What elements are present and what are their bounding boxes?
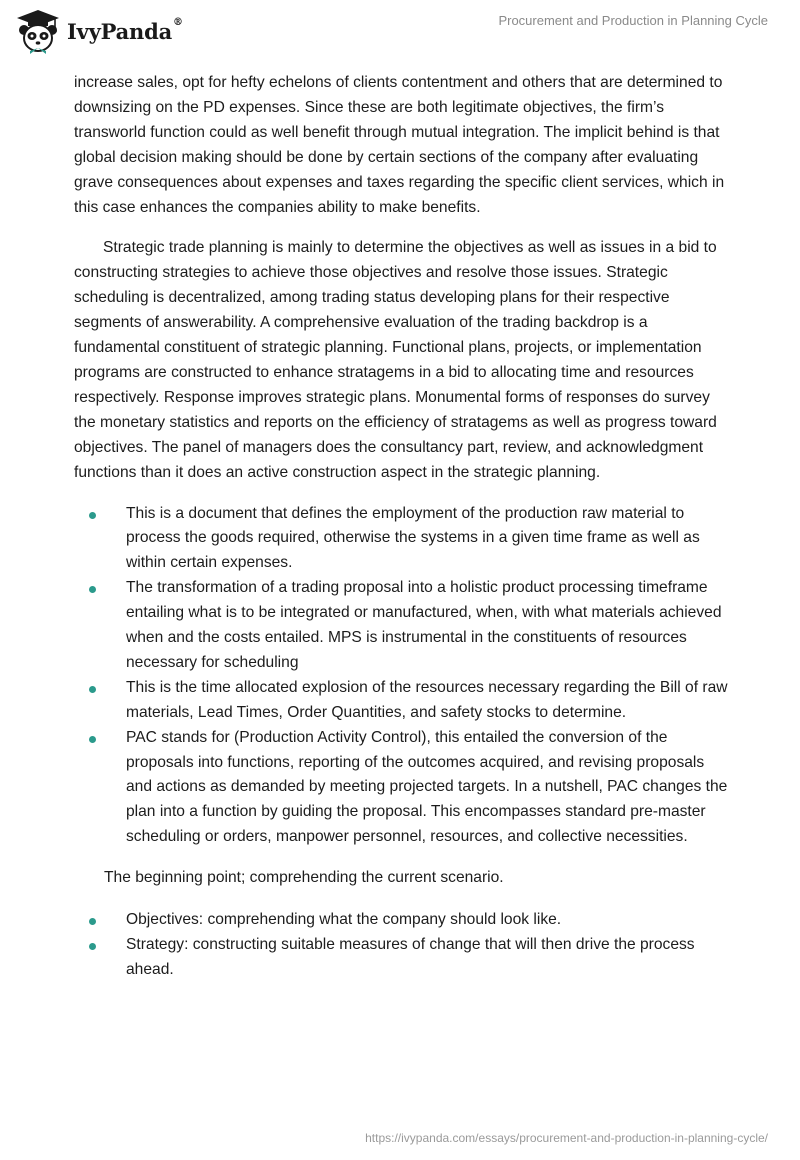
- registered-mark: ®: [173, 16, 183, 28]
- list-item-text: This is a document that defines the employment of the production raw material to process the goods required, otherwise the systems in a given time frame as well as within certain expenses.: [126, 504, 700, 572]
- list-item-text: The transformation of a trading proposal into a holistic product processing timeframe entailing what is to be integrated or manufactured, when, with what materials achieved when and the costs entailed. MPS is instrumental in the constituents of resources necessary for scheduling: [126, 579, 722, 671]
- list-item-text: Strategy: constructing suitable measures of change that will then drive the process ahead.: [126, 936, 695, 978]
- page-header: [0, 0, 800, 64]
- bullet-dot-icon: [89, 736, 96, 743]
- bullet-list-1: [74, 502, 734, 851]
- paragraph-2: Strategic trade planning is mainly to determine the objectives as well as issues in a bid to constructing strategies to achieve those objectives and resolve those issues. Strategic scheduling is decentralized, among trading status developing plans for their respective segments of answerability. A comprehensive evaluation of the trading backdrop is a fundamental constituent of strategic planning. Functional plans, projects, or implementation programs are constructed to enhance stratagems in a bid to allocating time and resources respectively. Response improves strategic plans. Monumental forms of responses do survey the monetary statistics and reports on the efficiency of stratagems as well as progress toward objectives. The panel of managers does the consultancy part, review, and acknowledgment functions than it does an active construction aspect in the strategic planning.: [74, 239, 717, 481]
- list-item-text: This is the time allocated explosion of the resources necessary regarding the Bill of raw materials, Lead Times, Order Quantities, and safety stocks to determine.: [126, 678, 728, 721]
- bullet-dot-icon: [89, 512, 96, 519]
- bullet-dot-icon: [89, 686, 96, 693]
- list-item: [74, 676, 734, 726]
- list-item-text: PAC stands for (Production Activity Control), this entailed the conversion of the proposals into functions, reporting of the outcomes acquired, and revising proposals and actions as demanded by meeting projected targets. In a nutshell, PAC changes the plan into a function by guiding the proposal. This encompasses standard pre-master scheduling or orders, manpower personnel, resources, and collective necessities.: [126, 728, 728, 846]
- list-item: [74, 502, 734, 577]
- document-title: Procurement and Production in Planning Cycle: [498, 13, 768, 28]
- list-item: [74, 726, 734, 851]
- list-item: [74, 933, 734, 983]
- source-url[interactable]: https://ivypanda.com/essays/procurement-and-production-in-planning-cycle/: [365, 1131, 768, 1145]
- brand-logo[interactable]: [15, 8, 183, 54]
- panda-graduate-icon: [15, 8, 61, 54]
- list-item: [74, 576, 734, 676]
- essay-body: [74, 71, 734, 983]
- list-item-text: Objectives: comprehending what the company should look like.: [126, 911, 562, 929]
- bullet-dot-icon: [89, 918, 96, 925]
- brand-name: IvyPanda®: [67, 16, 183, 44]
- bullet-dot-icon: [89, 943, 96, 950]
- bullet-list-2: [74, 908, 734, 983]
- list-item: [74, 908, 734, 933]
- bullet-dot-icon: [89, 586, 96, 593]
- paragraph-1: increase sales, opt for hefty echelons of clients contentment and others that are determined to downsizing on the PD expenses. Since these are both legitimate objectives, the firm’s transworld function could as well benefit through mutual integration. The implicit behind is that global decision making should be done by certain sections of the company after evaluating grave consequences about expenses and taxes regarding the specific client services, which in this case enhances the companies ability to make benefits.: [74, 74, 725, 216]
- paragraph-3: The beginning point; comprehending the current scenario.: [104, 869, 504, 887]
